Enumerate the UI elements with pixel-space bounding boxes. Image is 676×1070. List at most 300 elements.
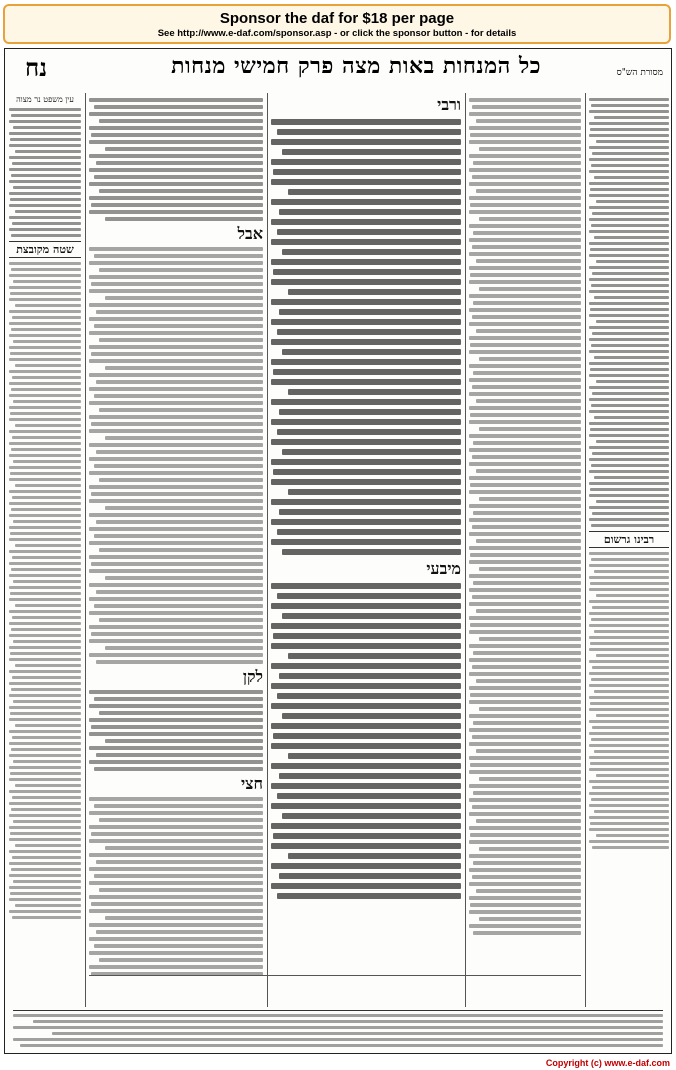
text-line — [99, 408, 263, 412]
text-line — [469, 168, 581, 172]
text-line — [469, 770, 581, 774]
text-line — [11, 748, 81, 751]
text-line — [15, 604, 81, 607]
text-line — [33, 1020, 664, 1023]
text-line — [12, 856, 81, 859]
text-line — [10, 592, 81, 595]
text-line — [472, 245, 581, 249]
text-line — [592, 512, 669, 515]
sponsor-banner[interactable] — [3, 4, 671, 44]
text-line — [89, 317, 263, 321]
text-line — [479, 217, 581, 221]
text-line — [469, 196, 581, 200]
text-line — [469, 280, 581, 284]
text-line — [589, 458, 669, 461]
text-line — [273, 469, 461, 475]
text-line — [591, 344, 669, 347]
text-line — [472, 315, 581, 319]
text-line — [589, 518, 669, 521]
text-line — [476, 819, 581, 823]
text-line — [473, 441, 581, 445]
text-line — [473, 161, 581, 165]
text-line — [589, 756, 669, 759]
text-line — [589, 182, 669, 185]
text-line — [476, 189, 581, 193]
text-line — [470, 133, 581, 137]
text-line — [271, 459, 461, 465]
text-line — [596, 260, 669, 263]
text-line — [594, 630, 669, 633]
gemara-headword: מיבעי — [426, 559, 461, 578]
text-line — [96, 590, 263, 594]
text-line — [15, 150, 81, 153]
text-line — [96, 660, 263, 664]
text-line — [277, 793, 461, 799]
text-line — [469, 336, 581, 340]
text-line — [476, 539, 581, 543]
text-line — [596, 140, 669, 143]
text-line — [105, 646, 263, 650]
text-line — [99, 711, 263, 715]
text-line — [271, 399, 461, 405]
text-line — [469, 126, 581, 130]
text-line — [9, 310, 81, 313]
text-line — [282, 713, 461, 719]
text-line — [89, 625, 263, 629]
text-line — [91, 562, 263, 566]
text-line — [470, 693, 581, 697]
text-line — [13, 186, 81, 189]
text-line — [91, 632, 263, 636]
text-line — [592, 726, 669, 729]
text-line — [279, 509, 461, 515]
text-line — [9, 562, 81, 565]
text-line — [469, 252, 581, 256]
text-line — [469, 490, 581, 494]
text-line — [9, 862, 81, 865]
text-line — [589, 314, 669, 317]
text-line — [590, 822, 669, 825]
text-line — [476, 679, 581, 683]
text-line — [89, 583, 263, 587]
text-line — [9, 646, 81, 649]
column-divider — [85, 93, 86, 1007]
text-line — [9, 766, 81, 769]
text-line — [589, 242, 669, 245]
text-line — [589, 218, 669, 221]
text-line — [91, 902, 263, 906]
text-line — [12, 556, 81, 559]
text-line — [12, 796, 81, 799]
text-line — [91, 282, 263, 286]
text-line — [469, 462, 581, 466]
text-line — [89, 639, 263, 643]
text-line — [469, 784, 581, 788]
shita-mekubetzet-label: שטה מקובצת — [9, 241, 81, 258]
text-line — [9, 298, 81, 301]
text-line — [469, 756, 581, 760]
text-line — [594, 570, 669, 573]
text-line — [470, 273, 581, 277]
text-line — [469, 392, 581, 396]
text-line — [99, 958, 263, 962]
text-line — [279, 209, 461, 215]
text-line — [99, 189, 263, 193]
text-line — [89, 126, 263, 130]
text-line — [89, 457, 263, 461]
text-line — [9, 442, 81, 445]
text-line — [105, 296, 263, 300]
text-line — [288, 653, 461, 659]
text-line — [589, 636, 669, 639]
text-line — [279, 873, 461, 879]
text-line — [89, 718, 263, 722]
text-line — [271, 199, 461, 205]
text-line — [589, 98, 669, 101]
text-line — [589, 792, 669, 795]
text-line — [91, 352, 263, 356]
text-line — [590, 248, 669, 251]
text-line — [473, 581, 581, 585]
text-line — [469, 448, 581, 452]
text-line — [469, 210, 581, 214]
text-line — [271, 623, 461, 629]
page-footnotes — [13, 1010, 663, 1049]
text-line — [99, 888, 263, 892]
text-line — [590, 488, 669, 491]
text-line — [596, 834, 669, 837]
text-line — [592, 786, 669, 789]
text-line — [273, 369, 461, 375]
text-line — [10, 472, 81, 475]
text-line — [9, 478, 81, 481]
text-line — [9, 156, 81, 159]
text-line — [476, 609, 581, 613]
text-line — [596, 200, 669, 203]
text-line — [590, 582, 669, 585]
text-line — [589, 768, 669, 771]
text-line — [15, 724, 81, 727]
text-line — [9, 334, 81, 337]
text-line — [271, 179, 461, 185]
text-line — [13, 700, 81, 703]
text-line — [589, 146, 669, 149]
text-line — [589, 552, 669, 555]
text-line — [594, 236, 669, 239]
text-line — [105, 436, 263, 440]
text-line — [9, 658, 81, 661]
text-line — [469, 322, 581, 326]
text-line — [591, 224, 669, 227]
text-line — [9, 382, 81, 385]
text-line — [105, 217, 263, 221]
text-line — [9, 622, 81, 625]
text-line — [94, 105, 263, 109]
text-line — [277, 129, 461, 135]
text-line — [476, 119, 581, 123]
text-line — [591, 524, 669, 527]
text-line — [10, 198, 81, 201]
text-line — [11, 388, 81, 391]
text-line — [469, 532, 581, 536]
text-line — [11, 628, 81, 631]
text-line — [9, 204, 81, 207]
text-line — [472, 735, 581, 739]
text-line — [13, 580, 81, 583]
text-line — [594, 476, 669, 479]
text-line — [9, 814, 81, 817]
text-line — [469, 868, 581, 872]
text-line — [89, 415, 263, 419]
text-line — [94, 464, 263, 468]
text-line — [594, 750, 669, 753]
text-line — [476, 329, 581, 333]
text-line — [589, 278, 669, 281]
text-line — [469, 98, 581, 102]
text-line — [479, 497, 581, 501]
text-line — [89, 387, 263, 391]
text-line — [273, 833, 461, 839]
text-line — [271, 703, 461, 709]
text-line — [10, 412, 81, 415]
text-line — [472, 595, 581, 599]
text-line — [469, 308, 581, 312]
text-line — [279, 309, 461, 315]
text-line — [470, 203, 581, 207]
text-line — [9, 898, 81, 901]
text-line — [94, 175, 263, 179]
text-line — [589, 266, 669, 269]
text-line — [9, 598, 81, 601]
text-line — [469, 518, 581, 522]
text-line — [13, 460, 81, 463]
text-line — [590, 308, 669, 311]
text-line — [99, 338, 263, 342]
text-line — [469, 364, 581, 368]
text-line — [592, 846, 669, 849]
text-line — [89, 429, 263, 433]
text-line — [271, 723, 461, 729]
text-line — [89, 895, 263, 899]
text-line — [594, 176, 669, 179]
text-line — [89, 839, 263, 843]
text-line — [469, 840, 581, 844]
text-line — [273, 269, 461, 275]
text-line — [472, 805, 581, 809]
text-line — [271, 419, 461, 425]
text-line — [282, 549, 461, 555]
text-line — [469, 434, 581, 438]
text-line — [469, 686, 581, 690]
text-line — [589, 110, 669, 113]
sponsor-subtitle[interactable]: See http://www.e-daf.com/sponsor.asp - or click the sponsor button - for details — [157, 28, 517, 39]
text-line — [11, 688, 81, 691]
text-line — [472, 525, 581, 529]
text-line — [590, 428, 669, 431]
text-line — [473, 371, 581, 375]
text-line — [9, 168, 81, 171]
text-line — [589, 612, 669, 615]
text-line — [469, 154, 581, 158]
text-line — [469, 742, 581, 746]
text-line — [589, 780, 669, 783]
text-line — [271, 319, 461, 325]
text-line — [589, 374, 669, 377]
text-line — [91, 203, 263, 207]
text-line — [89, 597, 263, 601]
text-line — [589, 576, 669, 579]
text-line — [589, 434, 669, 437]
text-line — [10, 832, 81, 835]
text-line — [9, 418, 81, 421]
text-line — [469, 224, 581, 228]
text-line — [271, 763, 461, 769]
text-line — [591, 164, 669, 167]
text-line — [469, 882, 581, 886]
text-line — [288, 489, 461, 495]
masoret-label: מסורת הש"ס — [616, 68, 663, 78]
text-line — [9, 286, 81, 289]
text-line — [589, 494, 669, 497]
text-line — [590, 762, 669, 765]
text-line — [10, 772, 81, 775]
text-line — [9, 802, 81, 805]
text-line — [591, 464, 669, 467]
text-line — [277, 429, 461, 435]
text-line — [9, 108, 81, 111]
text-line — [11, 808, 81, 811]
text-line — [469, 574, 581, 578]
text-line — [94, 944, 263, 948]
text-line — [277, 529, 461, 535]
text-line — [589, 684, 669, 687]
text-line — [89, 732, 263, 736]
text-line — [12, 162, 81, 165]
text-line — [271, 883, 461, 889]
text-line — [592, 452, 669, 455]
text-line — [591, 738, 669, 741]
text-line — [89, 611, 263, 615]
text-line — [589, 386, 669, 389]
text-line — [479, 847, 581, 851]
text-line — [470, 763, 581, 767]
footer-divider — [89, 975, 581, 976]
text-line — [469, 294, 581, 298]
text-line — [89, 401, 263, 405]
text-line — [10, 892, 81, 895]
text-line — [473, 791, 581, 795]
text-line — [13, 1026, 663, 1029]
text-line — [596, 320, 669, 323]
text-line — [99, 818, 263, 822]
text-line — [9, 466, 81, 469]
text-line — [596, 714, 669, 717]
text-line — [9, 262, 81, 265]
text-line — [91, 422, 263, 426]
text-line — [89, 261, 263, 265]
text-line — [271, 339, 461, 345]
text-line — [271, 643, 461, 649]
text-line — [288, 753, 461, 759]
column-divider — [585, 93, 586, 1007]
text-line — [479, 287, 581, 291]
text-line — [592, 392, 669, 395]
text-line — [12, 916, 81, 919]
text-line — [89, 704, 263, 708]
text-line — [279, 773, 461, 779]
text-line — [89, 937, 263, 941]
text-line — [10, 138, 81, 141]
text-line — [594, 690, 669, 693]
text-line — [590, 702, 669, 705]
text-line — [469, 924, 581, 928]
text-line — [96, 450, 263, 454]
text-line — [479, 567, 581, 571]
text-line — [96, 380, 263, 384]
text-line — [279, 409, 461, 415]
text-line — [590, 128, 669, 131]
text-line — [273, 633, 461, 639]
text-line — [279, 673, 461, 679]
text-line — [470, 413, 581, 417]
tosafot-headword: חצי — [240, 774, 263, 793]
text-line — [589, 816, 669, 819]
text-line — [12, 676, 81, 679]
sponsor-title: Sponsor the daf for $18 per page — [219, 10, 455, 27]
text-line — [596, 594, 669, 597]
text-line — [89, 909, 263, 913]
rashi-column — [469, 95, 581, 975]
text-line — [89, 140, 263, 144]
text-line — [89, 154, 263, 158]
text-line — [89, 569, 263, 573]
text-line — [473, 511, 581, 515]
text-line — [12, 496, 81, 499]
text-line — [589, 422, 669, 425]
text-line — [271, 359, 461, 365]
text-line — [277, 593, 461, 599]
text-line — [589, 470, 669, 473]
text-line — [91, 133, 263, 137]
text-line — [15, 424, 81, 427]
text-line — [11, 234, 81, 237]
text-line — [9, 874, 81, 877]
text-line — [52, 1032, 663, 1035]
text-line — [9, 574, 81, 577]
text-line — [594, 116, 669, 119]
tosafot-headword: אבל — [237, 224, 263, 243]
text-line — [469, 658, 581, 662]
text-line — [9, 274, 81, 277]
text-line — [10, 532, 81, 535]
text-line — [473, 301, 581, 305]
text-line — [589, 588, 669, 591]
text-line — [9, 502, 81, 505]
text-line — [9, 910, 81, 913]
text-line — [15, 664, 81, 667]
text-line — [473, 861, 581, 865]
text-line — [589, 708, 669, 711]
text-line — [589, 230, 669, 233]
text-line — [271, 439, 461, 445]
text-line — [589, 170, 669, 173]
text-line — [105, 366, 263, 370]
text-line — [282, 249, 461, 255]
text-line — [469, 378, 581, 382]
text-line — [9, 826, 81, 829]
text-line — [89, 923, 263, 927]
text-line — [594, 416, 669, 419]
